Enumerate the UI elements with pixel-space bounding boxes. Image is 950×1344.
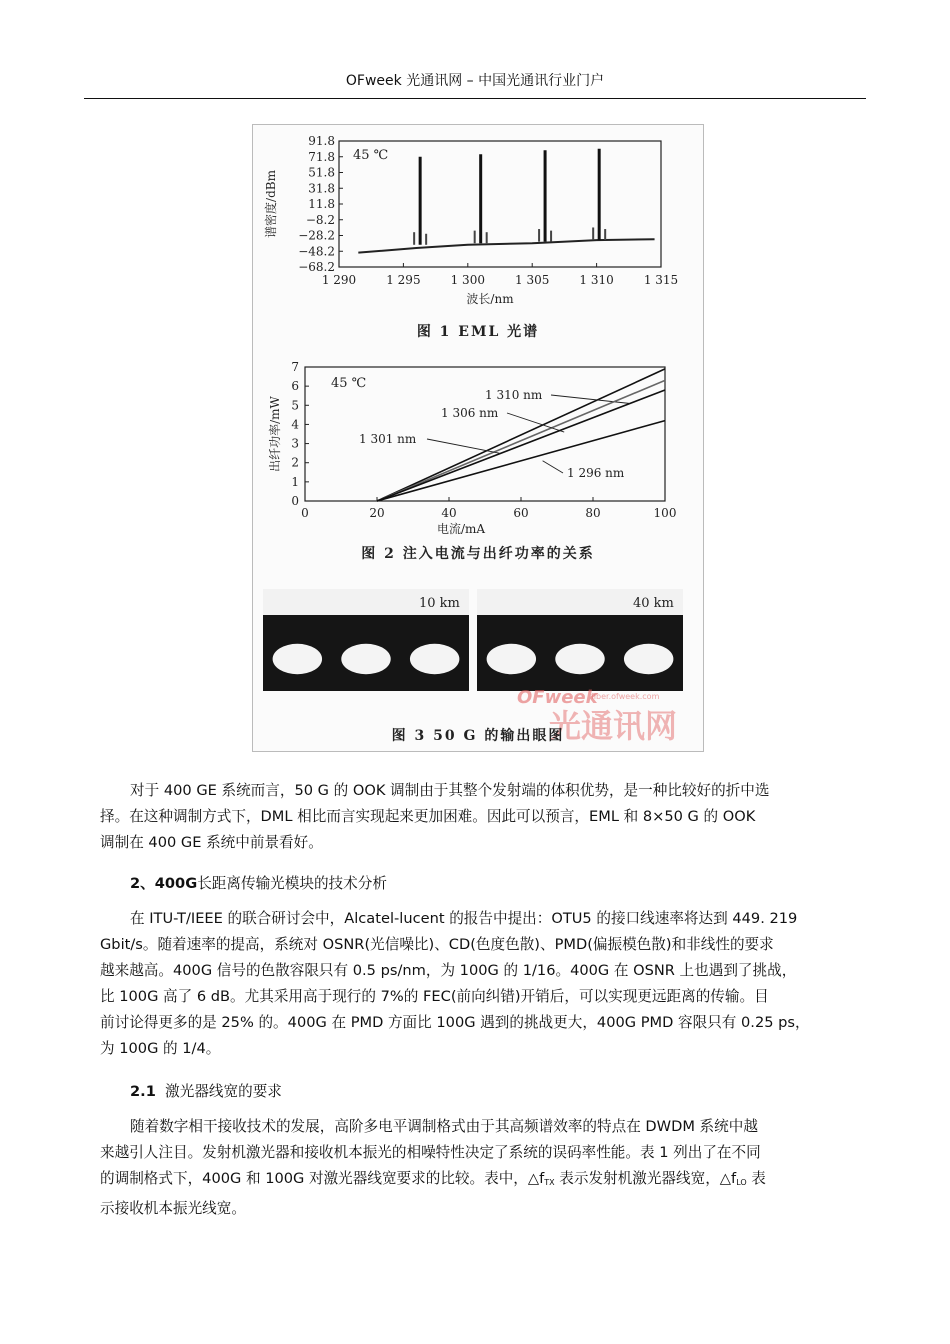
fig1-x-tick-label: 1 305 xyxy=(515,273,550,287)
paragraph-2 xyxy=(100,906,852,1062)
fig1-y-tick-label: −48.2 xyxy=(298,244,335,259)
fig1-y-tick-label: 31.8 xyxy=(308,181,335,196)
fig1-x-tick-label: 1 315 xyxy=(643,273,679,287)
fig2-series-line xyxy=(377,390,665,501)
page-header: OFweek 光通讯网 – 中国光通讯行业门户 xyxy=(345,73,605,89)
section-heading-2 xyxy=(130,872,387,893)
text-line: 对于 400 GE 系统而言，50 G 的 OOK 调制由于其整个发射端的体积优势，是一种比较好的折中选 xyxy=(130,782,770,799)
fig2-y-tick-label: 6 xyxy=(291,379,299,394)
text-line: 前讨论得更多的是 25% 的。400G 在 PMD 方面比 100G 遇到的挑战更大，400G PMD 容限只有 0.25 ps， xyxy=(100,1014,810,1031)
fig1-x-tick-label: 1 300 xyxy=(450,273,485,287)
fig3-caption: 图 3 50 G 的输出眼图 xyxy=(391,728,565,744)
eye-opening xyxy=(273,644,322,674)
text-line: 调制在 400 GE 系统中前景看好。 xyxy=(100,834,323,851)
watermark-cn: 光通讯网 xyxy=(549,707,678,745)
fig2-temp-annotation: 45 ℃ xyxy=(331,376,367,391)
eye-opening xyxy=(410,644,459,674)
fig2-chart xyxy=(267,360,676,536)
section-title: 长距离传输光模块的技术分析 xyxy=(197,875,387,892)
fig2-leader-line xyxy=(427,439,499,453)
fig2-y-axis-label: 出纤功率/mW xyxy=(268,396,282,472)
fig2-caption: 图 2 注入电流与出纤功率的关系 xyxy=(361,546,595,562)
fig1-caption: 图 1 EML 光谱 xyxy=(416,324,540,340)
header-rule xyxy=(84,98,866,99)
fig2-x-tick-label: 100 xyxy=(653,506,677,520)
fig1-y-tick-label: −68.2 xyxy=(298,260,335,274)
text-segment: 表 xyxy=(746,1170,766,1187)
figure-panel xyxy=(252,124,704,752)
fig2-x-tick-label: 40 xyxy=(441,506,457,520)
text-line: 越来越高。400G 信号的色散容限只有 0.5 ps/nm，为 100G 的 1/16。400G 在 OSNR 上也遇到了挑战， xyxy=(100,962,797,979)
fig2-x-tick-label: 80 xyxy=(585,506,601,520)
fig2-y-tick-label: 1 xyxy=(291,474,299,489)
text-line: 在 ITU-T/IEEE 的联合研讨会中，Alcatel-lucent 的报告中提出：OTU5 的接口线速率将达到 449. 219 xyxy=(130,910,798,927)
fig2-series-label: 1 296 nm xyxy=(567,466,625,480)
fig1-chart xyxy=(263,134,678,306)
fig2-y-tick-label: 0 xyxy=(291,494,299,508)
fig3-eye-diagrams xyxy=(263,589,683,745)
fig1-y-tick-label: −8.2 xyxy=(305,212,335,227)
section-number: 2、400G xyxy=(130,875,198,892)
text-line: Gbit/s。随着速率的提高，系统对 OSNR(光信噪比)、CD(色度色散)、PMD(偏振模色散)和非线性的要求 xyxy=(100,936,774,953)
fig1-x-axis-label: 波长/nm xyxy=(466,292,514,306)
subscript-tx: TX xyxy=(544,1178,555,1187)
fig2-y-tick-label: 5 xyxy=(291,398,299,413)
fig2-series-label: 1 310 nm xyxy=(485,388,543,402)
fig1-y-tick-label: 11.8 xyxy=(308,197,335,211)
fig2-y-tick-label: 4 xyxy=(291,417,299,432)
fig2-series-line xyxy=(377,421,665,501)
fig2-x-axis-label: 电流/mA xyxy=(436,522,486,536)
fig2-x-tick-label: 0 xyxy=(301,506,309,520)
fig2-leader-line xyxy=(543,461,563,473)
section-heading-2-1 xyxy=(130,1080,282,1101)
fig2-y-tick-label: 7 xyxy=(291,360,299,374)
fig1-temp-annotation: 45 ℃ xyxy=(353,148,389,163)
eye-distance-label: 40 km xyxy=(633,596,674,611)
text-line: 择。在这种调制方式下，DML 相比而言实现起来更加困难。因此可以预言，EML 和 8×50 G 的 OOK xyxy=(100,808,756,825)
text-line: 为 100G 的 1/4。 xyxy=(100,1040,221,1057)
fig1-y-tick-label: −28.2 xyxy=(298,228,335,243)
watermark-brand: OFweek xyxy=(517,687,598,708)
fig2-y-tick-label: 3 xyxy=(291,436,299,451)
watermark-url: fiber.ofweek.com xyxy=(591,692,660,701)
fig1-y-axis-label: 谱密度/dBm xyxy=(264,170,278,238)
text-segment: 的调制格式下，400G 和 100G 对激光器线宽要求的比较。表中，△f xyxy=(100,1170,545,1187)
eye-opening xyxy=(624,644,673,674)
text-segment: 表示发射机激光器线宽，△f xyxy=(554,1170,737,1187)
section-title: 激光器线宽的要求 xyxy=(165,1083,282,1100)
paragraph-1 xyxy=(100,778,852,856)
fig2-y-tick-label: 2 xyxy=(291,455,299,470)
fig1-y-tick-label: 71.8 xyxy=(308,149,335,164)
fig1-y-tick-label: 91.8 xyxy=(308,134,335,148)
text-line: 比 100G 高了 6 dB。尤其采用高于现行的 7%的 FEC(前向纠错)开销后，可以实现更远距离的传输。目 xyxy=(100,988,769,1005)
fig1-noise-floor xyxy=(358,239,654,252)
subscript-lo: LO xyxy=(736,1178,747,1187)
text-line: 随着数字相干接收技术的发展，高阶多电平调制格式由于其高频谱效率的特点在 DWDM 系统中越 xyxy=(130,1118,758,1135)
eye-distance-label: 10 km xyxy=(419,596,460,611)
section-number: 2.1 xyxy=(130,1083,156,1100)
fig2-leader-line xyxy=(551,395,629,403)
figures-svg xyxy=(253,125,703,751)
fig2-series-label: 1 306 nm xyxy=(441,406,499,420)
text-line xyxy=(100,1166,852,1196)
fig2-x-tick-label: 20 xyxy=(369,506,385,520)
text-line: 示接收机本振光线宽。 xyxy=(100,1200,246,1217)
fig2-leader-line xyxy=(507,413,564,432)
fig2-x-tick-label: 60 xyxy=(513,506,529,520)
eye-opening xyxy=(341,644,390,674)
fig1-x-tick-label: 1 295 xyxy=(386,273,421,287)
fig1-x-tick-label: 1 290 xyxy=(321,273,357,287)
fig1-x-tick-label: 1 310 xyxy=(579,273,614,287)
paragraph-3 xyxy=(100,1114,852,1222)
eye-opening xyxy=(555,644,604,674)
eye-opening xyxy=(487,644,536,674)
fig1-y-tick-label: 51.8 xyxy=(308,165,335,180)
fig2-series-label: 1 301 nm xyxy=(359,432,417,446)
text-line: 来越引人注目。发射机激光器和接收机本振光的相噪特性决定了系统的误码率性能。表 1 列出了在不同 xyxy=(100,1144,761,1161)
